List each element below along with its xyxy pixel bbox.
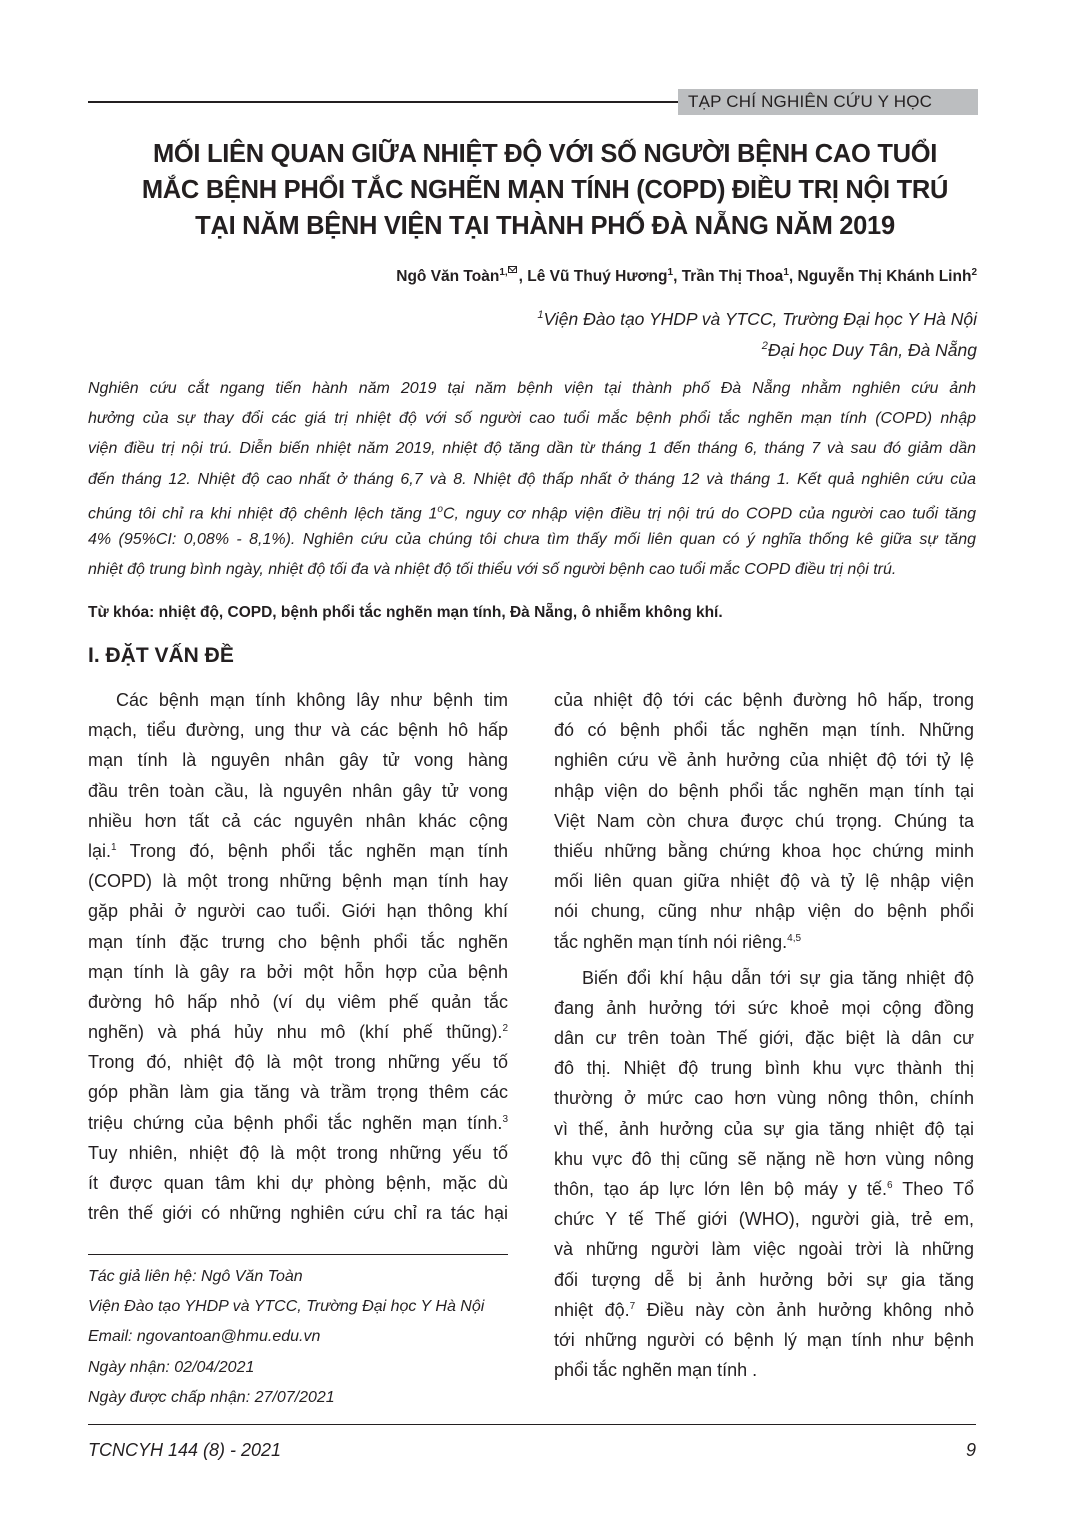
body-text-line: Biến đổi khí hậu dẫn tới sự gia tăng nhiệt độ	[582, 967, 974, 988]
author-name: Lê Vũ Thuý Hương	[527, 268, 668, 286]
correspondence-block	[88, 1262, 484, 1413]
abstract-line: 4% (95%CI: 0,08% - 8,1%). Nghiên cứu của chúng tôi chưa tìm thấy mối liên quan có ý nghĩa thống kê giữa sự tăng	[88, 530, 976, 548]
citation-ref: 4,5	[787, 932, 802, 944]
body-text-line: góp phần làm gia tăng và trầm trọng thêm các	[88, 1082, 508, 1103]
abstract-line: viện điều trị nội trú. Diễn biến nhiệt năm 2019, nhiệt độ tăng dần từ tháng 1 đến tháng 6, tháng 7 và sau đó giảm dần	[88, 440, 976, 458]
author-name: Ngô Văn Toàn	[396, 268, 500, 286]
body-text-line: dân cư trên toàn Thế giới, đặc biệt là dân cư	[554, 1028, 974, 1049]
affiliation	[537, 303, 977, 331]
body-text-line: nghẽn) và phá hủy nhu mô (khí phế thũng).$^2$	[88, 1022, 508, 1043]
footer-citation: TCNCYH 144 (8) - 2021	[88, 1440, 282, 1460]
body-text-line: nghiên cứu về ảnh hưởng của nhiệt độ tới tỷ lệ	[554, 750, 974, 771]
body-text-line: (COPD) là một trong những bệnh mạn tính hay	[88, 871, 508, 892]
body-text-line: đối tượng dễ bị ảnh hưởng bởi sự gia tăng	[554, 1269, 974, 1290]
footer-rule	[88, 1424, 976, 1425]
header-rule	[88, 101, 678, 103]
abstract-line: đến tháng 12. Nhiệt độ cao nhất ở tháng 6,7 và 8. Nhiệt độ thấp nhất ở tháng 12 và tháng 1. Kết quả nghiên cứu của	[88, 470, 976, 488]
title-line: MẮC BỆNH PHỔI TẮC NGHẼN MẠN TÍNH (COPD) ĐIỀU TRỊ NỘI TRÚ	[141, 176, 949, 204]
body-text-line: thiếu những bằng chứng khoa học chứng minh	[554, 840, 974, 861]
body-text-line: nhiều hơn tất cả các nguyên nhân khác cộng	[88, 810, 508, 831]
title-line: TẠI NĂM BỆNH VIỆN TẠI THÀNH PHỐ ĐÀ NẴNG NĂM 2019	[195, 212, 895, 240]
affiliation-text: Đại học Duy Tân, Đà Nẵng	[767, 339, 977, 360]
body-text-line: đó có bệnh phổi tắc nghẽn mạn tính. Những	[554, 720, 974, 741]
author-sup: 2	[971, 267, 977, 278]
left-column	[88, 685, 508, 1228]
abstract-line: Nghiên cứu cắt ngang tiến hành năm 2019 tại năm bệnh viện tại thành phố Đà Nẵng nhằm nghiên cứu ảnh	[88, 380, 976, 397]
body-text-line: vì thế, ảnh hưởng của sự gia tăng nhiệt độ tại	[554, 1118, 974, 1139]
body-text-line: Việt Nam còn chưa được chú trọng. Chúng ta	[554, 810, 974, 831]
correspondence-line: Tác giả liên hệ: Ngô Văn Toàn	[88, 1268, 303, 1285]
keywords: Từ khóa: nhiệt độ, COPD, bệnh phổi tắc nghẽn mạn tính, Đà Nẵng, ô nhiễm không khí.	[88, 604, 723, 621]
body-text-line: mạn tính là gây ra bởi một hỗn hợp của bệnh	[88, 961, 508, 982]
affiliation-sup: 1	[537, 309, 544, 321]
abstract-line: chúng tôi chỉ ra khi nhiệt độ chênh lệch tăng 1$^o$C, nguy cơ nhập viện điều trị nội trú do COPD của người cao tuổi tăng	[88, 503, 977, 523]
journal-name: TẠP CHÍ NGHIÊN CỨU Y HỌC	[678, 89, 978, 115]
affiliation-sup: 2	[761, 340, 768, 352]
body-text-line: đường hô hấp nhỏ (ví dụ viêm phế quản tắc	[88, 991, 508, 1012]
body-text-line: mạch, tiểu đường, ung thư và các bệnh hô hấp	[88, 720, 508, 741]
body-text-line: khu vực đô thị cũng sẽ nặng nề hơn vùng nông	[554, 1148, 974, 1169]
citation-ref: 3	[502, 1113, 508, 1125]
abstract-line: hưởng của sự thay đổi các giá trị nhiệt độ với số người cao tuổi mắc bệnh phổi tắc nghẽn mạn tính (COPD) nhập	[88, 410, 976, 428]
page-number: 9	[965, 1440, 976, 1460]
body-text-line: Các bệnh mạn tính không lây như bệnh tim	[116, 690, 508, 710]
author-name: Trần Thị Thoa	[681, 268, 784, 286]
author-sup: 1	[783, 267, 789, 278]
correspondence-line: Viện Đào tạo YHDP và YTCC, Trường Đại học Y Hà Nội	[88, 1298, 485, 1316]
body-text-line: thôn, tạo áp lực lớn lên bộ máy y tế.$^6$ Theo Tổ	[554, 1179, 974, 1199]
abstract	[88, 374, 976, 585]
body-text-line: nói chung, cũng như nhập viện do bệnh phổi	[554, 901, 974, 922]
body-text-line: Tuy nhiên, nhiệt độ là một trong những yếu tố	[88, 1142, 508, 1163]
body-text-line: Trong đó, nhiệt độ là một trong những yếu tố	[88, 1052, 508, 1073]
body-text-line: đầu trên toàn cầu, là nguyên nhân gây tử vong	[88, 780, 508, 801]
correspondence-line: Ngày nhận: 02/04/2021	[88, 1358, 255, 1376]
citation-ref: 1	[111, 841, 117, 853]
body-text-line: trên thế giới có những nghiên cứu chỉ ra tác hại	[88, 1203, 508, 1224]
citation-ref: 2	[502, 1023, 508, 1035]
body-text-line: mạn tính đặc trưng cho bệnh phổi tắc nghẽn	[88, 931, 508, 952]
body-text-line: gặp phải ở người cao tuổi. Giới hạn thông khí	[88, 901, 508, 922]
body-text-line: và những người làm việc ngoài trời là những	[554, 1239, 974, 1260]
title-line: MỐI LIÊN QUAN GIỮA NHIỆT ĐỘ VỚI SỐ NGƯỜI BỆNH CAO TUỔI	[152, 140, 938, 168]
abstract-line: nhiệt độ trung bình ngày, nhiệt độ tối đa và nhiệt độ tối thiểu với số người bệnh cao tuổi mắc COPD điều trị nội trú.	[88, 561, 897, 579]
body-text-line: tắc nghẽn mạn tính nói riêng.$^{4,5}$	[554, 931, 802, 952]
body-text-line: mối liên quan giữa nhiệt độ và tỷ lệ nhập viện	[554, 871, 974, 892]
author-sup: 1	[667, 267, 674, 278]
body-text-line: triệu chứng của bệnh phổi tắc nghẽn mạn tính.$^3$	[88, 1112, 508, 1133]
body-text-line: lại.$^1$ Trong đó, bệnh phổi tắc nghẽn mạn tính	[88, 840, 508, 861]
affiliation-text: Viện Đào tạo YHDP và YTCC, Trường Đại học Y Hà Nội	[543, 308, 977, 329]
body-text-line: đang ảnh hưởng tới sức khoẻ mọi cộng đồng	[554, 997, 974, 1018]
envelope-icon	[508, 266, 517, 273]
body-text-line: thường ở mức cao hơn vùng nông thôn, chính	[554, 1088, 974, 1109]
body-text-line: phổi tắc nghẽn mạn tính .	[554, 1360, 758, 1381]
body-text-line: ít được quan tâm khi dự phòng bệnh, mặc dù	[88, 1173, 508, 1193]
citation-ref: 7	[629, 1300, 636, 1312]
correspondence-rule	[88, 1254, 508, 1255]
body-text-line: nhập viện do bệnh phổi tắc nghẽn mạn tính tại	[554, 780, 974, 801]
right-column	[554, 685, 974, 1385]
author-list: Ngô Văn Toàn$^{1,}$ , Lê Vũ Thuý Hương$^1$, Trần Thị Thoa$^1$, Nguyễn Thị Khánh Linh$^2$	[396, 267, 977, 286]
body-text-line: của nhiệt độ tới các bệnh đường hô hấp, trong	[554, 690, 974, 710]
author-sup: 1,	[499, 267, 508, 278]
body-text-line: mạn tính là nguyên nhân gây tử vong hàng	[88, 750, 508, 771]
body-text-line: nhiệt độ.$^7$ Điều này còn ảnh hưởng không nhỏ	[554, 1299, 974, 1320]
correspondence-line: Ngày được chấp nhận: 27/07/2021	[88, 1388, 335, 1406]
section-heading: I. ĐẶT VẤN ĐỀ	[88, 644, 234, 667]
correspondence-line: Email: ngovantoan@hmu.edu.vn	[88, 1328, 321, 1346]
article-title	[60, 136, 1030, 244]
body-text-line: chức Y tế Thế giới (WHO), người già, trẻ em,	[554, 1209, 974, 1230]
citation-ref: 6	[887, 1180, 893, 1191]
body-text-line: đô thị. Nhiệt độ trung bình khu vực thành thị	[554, 1058, 974, 1079]
affiliation	[762, 334, 977, 362]
author-name: Nguyễn Thị Khánh Linh	[797, 268, 972, 286]
body-text-line: tới những người có bệnh lý mạn tính như bệnh	[554, 1329, 974, 1350]
